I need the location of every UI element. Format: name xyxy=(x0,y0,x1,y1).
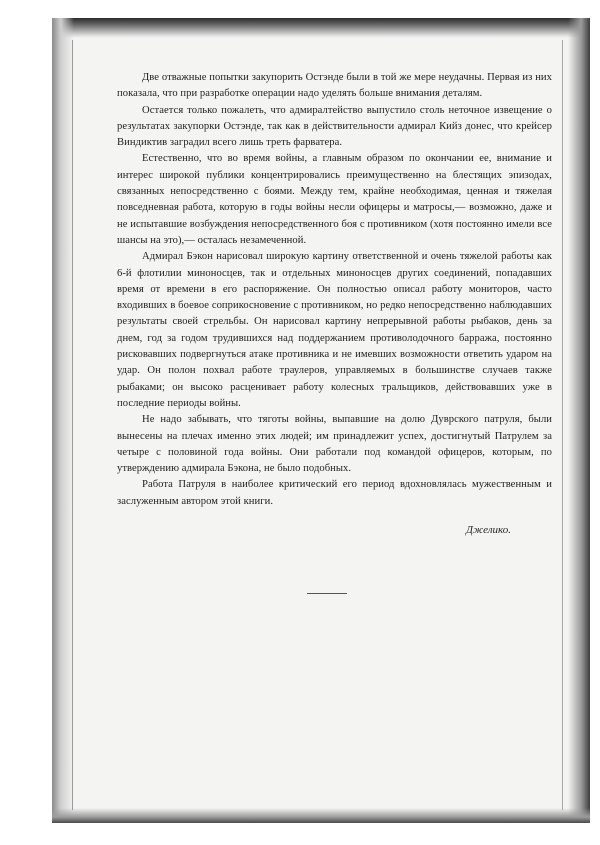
paragraph: Естественно, что во время войны, а главным образом по окончании ее, внимание и интерес широкой публики концентрировались преимущественно на блестящих эпизодах, связанных непосредственно с боями. Между тем, крайне необходимая, ценная и тяжелая повседневная работа, которую в годы войны несли офицеры и матросы,— возможно, даже и не испытавшие возбуждения непосредственного боя с противником (хотя постоянно имели все шансы на это),— осталась незамеченной. xyxy=(117,153,552,246)
paragraph: Остается только пожалеть, что адмиралтейство выпустило столь неточное извещение о результатах закупорки Остэнде, так как в действительности адмирал Кийз донес, что крейсер Виндиктив заградил всего лишь треть фарватера. xyxy=(117,104,552,149)
paragraph: Две отважные попытки закупорить Остэнде были в той же мере неудачны. Первая из них показала, что при разработке операции надо уделять больше внимания деталям. xyxy=(117,72,552,100)
signature: Джелико. xyxy=(466,524,511,536)
section-divider xyxy=(307,593,347,594)
scan-edge-right xyxy=(568,18,590,823)
paragraph: Не надо забывать, что тяготы войны, выпавшие на долю Дуврского патруля, были вынесены на плечах именно этих людей; им принадлежит успех, достигнутый Патрулем за четыре с половиной года войны. Они работали под командой офицеров, которым, по утверждению адмирала Бэкона, не было подобных. xyxy=(117,414,552,475)
scan-edge-left xyxy=(52,18,74,823)
scan-edge-bottom xyxy=(52,808,590,823)
paragraph: Адмирал Бэкон нарисовал широкую картину ответственной и очень тяжелой работы как 6-й флотилии миноносцев, так и отдельных миноносцев других соединений, попадавших время от времени в его распоряжение. Он полностью описал работу мониторов, часто входивших в боевое соприкосновение с противником, но редко непосредственно наблюдавших результаты своей стрельбы. Он нарисовал картину непрерывной работы рыбаков, день за днем, год за годом трудившихся над поддержанием противолодочного барража, постоянно рисковавших подвергнуться атаке противника и не имевших возможности ответить ударом на удар. Он полон похвал работе траулеров, управляемых в большинстве случаев также рыбаками; он высоко расценивает работу колесных тральщиков, действовавших уже в последние периоды войны. xyxy=(117,251,552,409)
paragraph: Работа Патруля в наиболее критический его период вдохновлялась мужественным и заслуженным автором этой книги. xyxy=(117,479,552,507)
body-text xyxy=(117,70,552,510)
gutter-line-left xyxy=(72,40,73,810)
gutter-line-right xyxy=(562,40,563,810)
scan-edge-top xyxy=(52,18,590,38)
